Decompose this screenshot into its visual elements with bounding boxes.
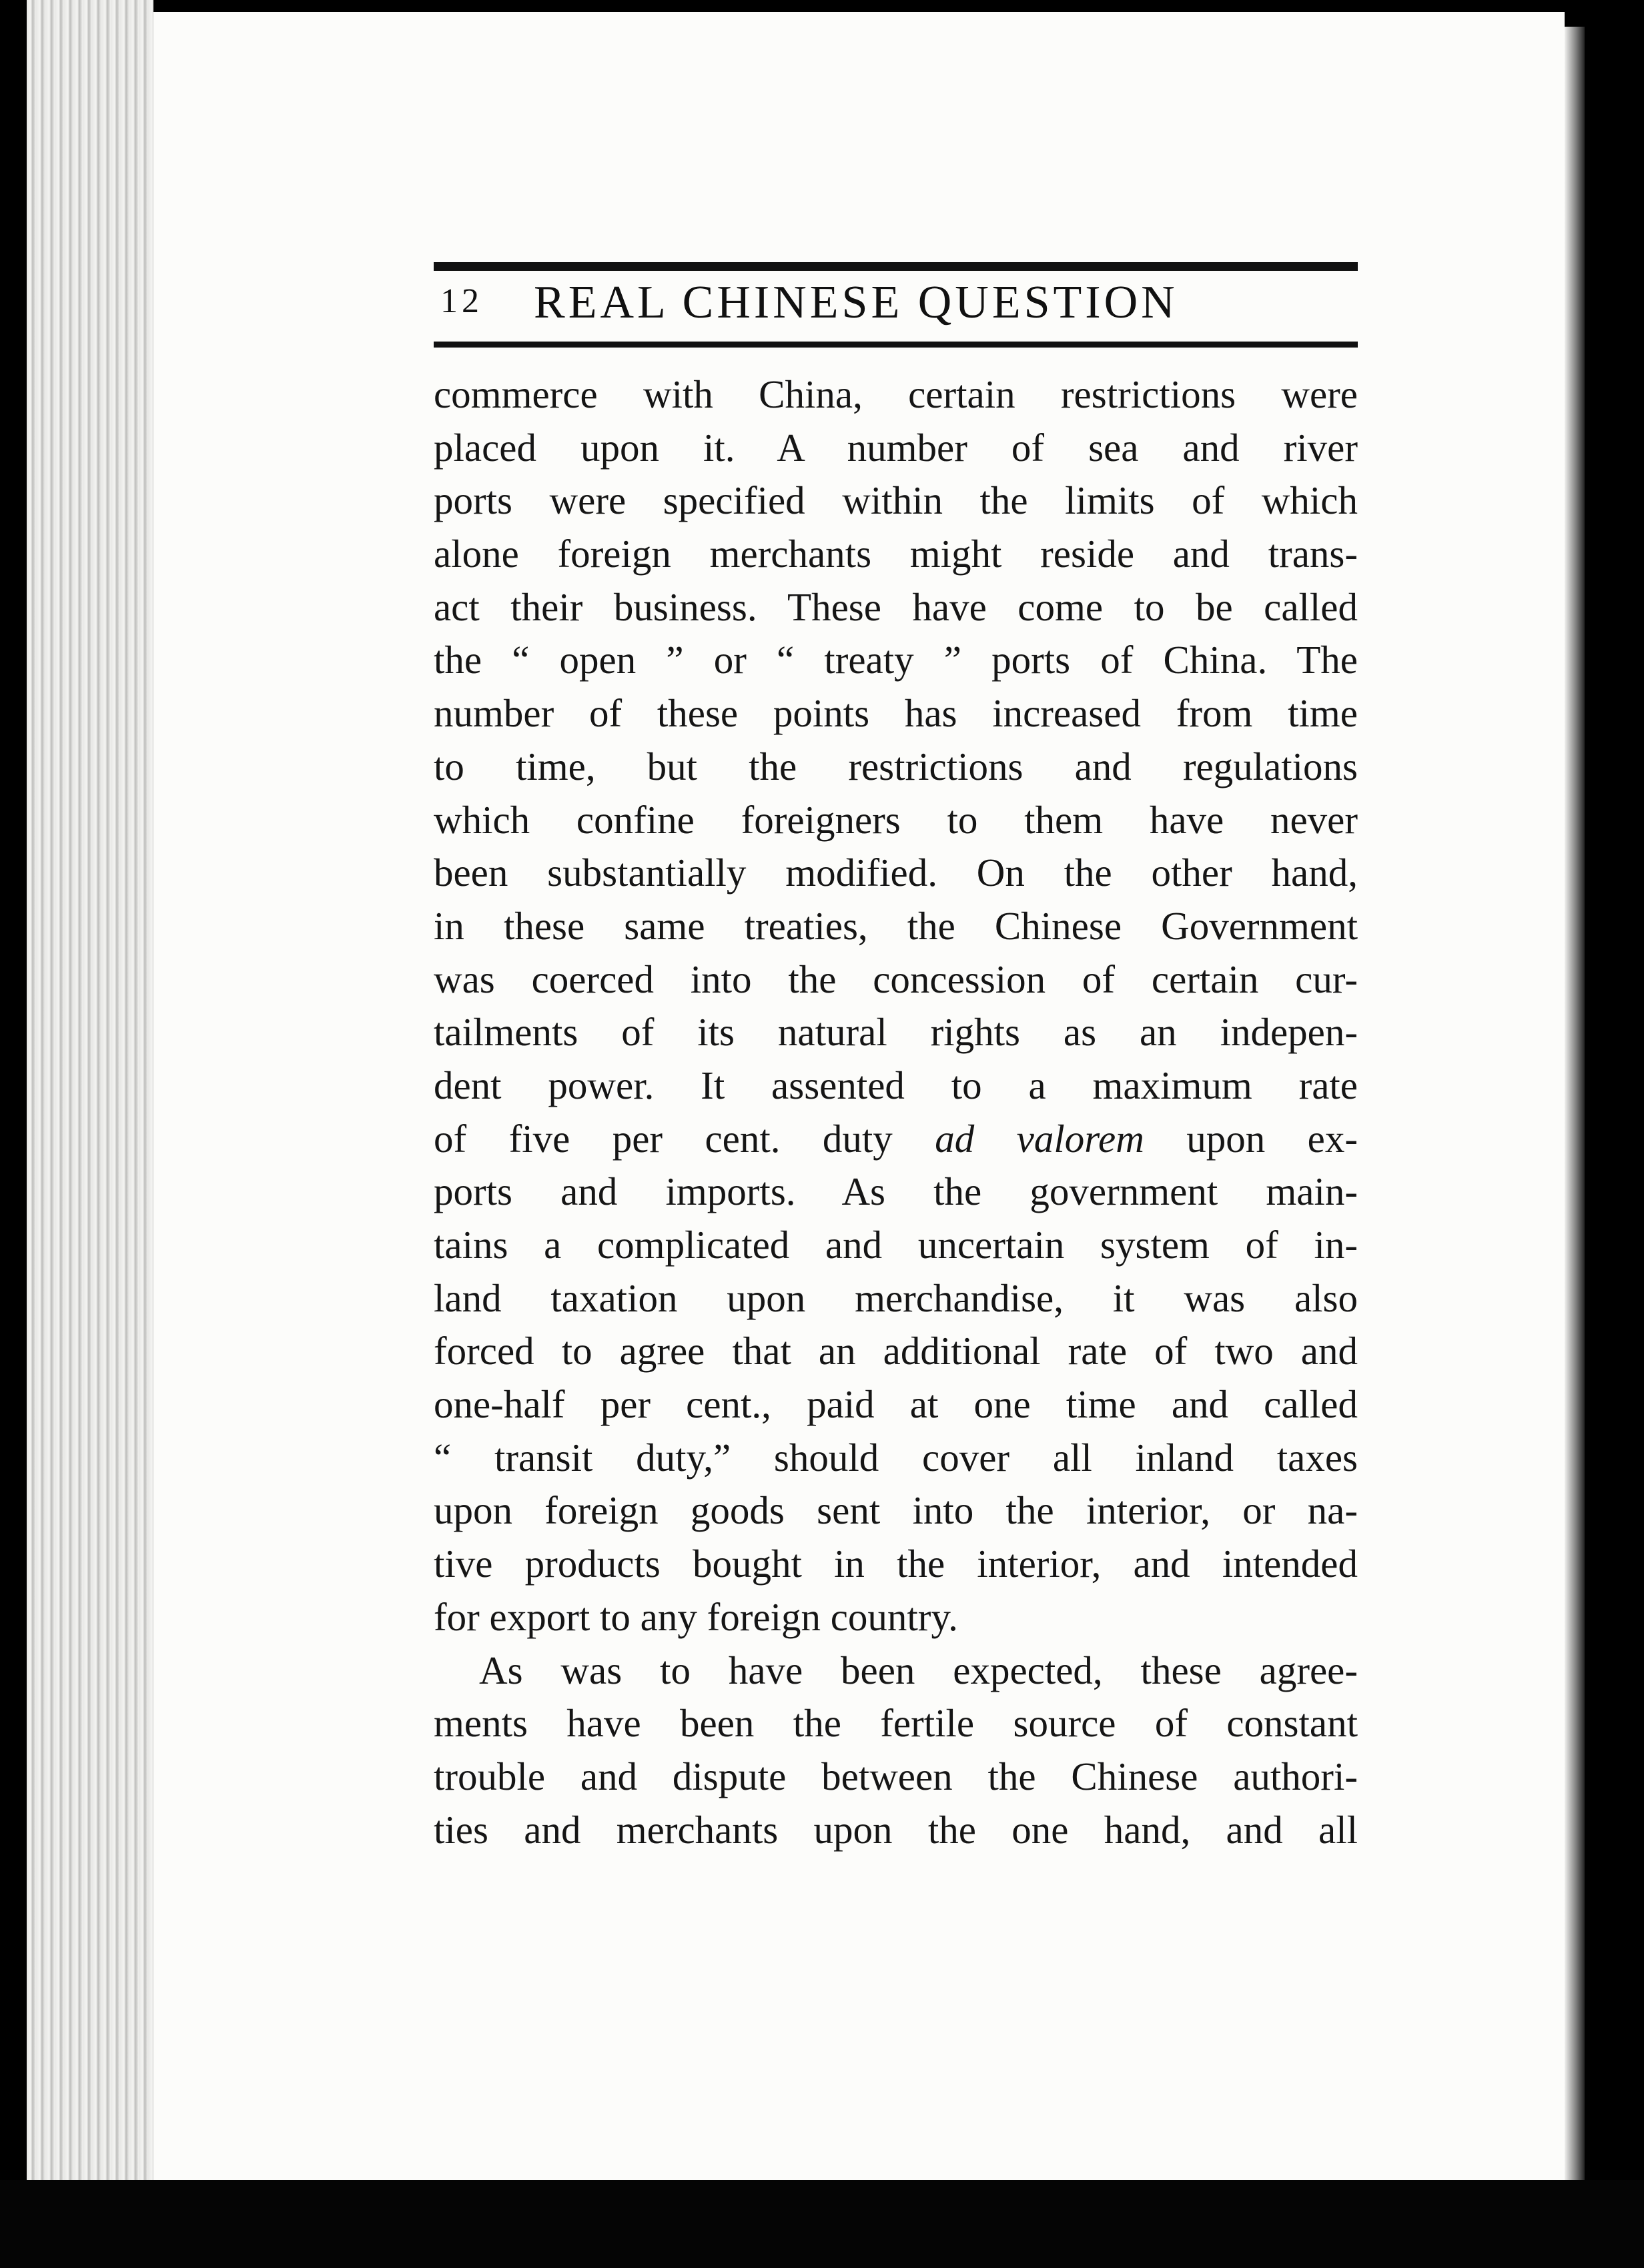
text-line: alone foreign merchants might reside and trans- bbox=[434, 532, 1358, 576]
text-line: the “ open ” or “ treaty ” ports of China. The bbox=[434, 638, 1358, 682]
text-line: number of these points has increased from time bbox=[434, 691, 1358, 736]
header-rule-top bbox=[434, 262, 1358, 271]
page-gutter-shadow bbox=[1565, 27, 1585, 2181]
body-text bbox=[434, 368, 1358, 1856]
page-edges bbox=[27, 0, 153, 2195]
text-line: to time, but the restrictions and regulations bbox=[434, 744, 1358, 788]
text-segment: upon ex- bbox=[1144, 1116, 1358, 1161]
text-line: upon foreign goods sent into the interior, or na- bbox=[434, 1488, 1358, 1533]
text-line: ties and merchants upon the one hand, and all bbox=[434, 1807, 1358, 1852]
text-line-paragraph-start: As was to have been expected, these agree- bbox=[479, 1648, 1358, 1692]
scan-bottom-border bbox=[0, 2180, 1644, 2268]
text-segment: of five per cent. duty bbox=[434, 1116, 935, 1161]
text-line: ports were specified within the limits of which bbox=[434, 478, 1358, 523]
text-line: in these same treaties, the Chinese Government bbox=[434, 903, 1358, 948]
text-line: one-half per cent., paid at one time and called bbox=[434, 1382, 1358, 1427]
text-line: tive products bought in the interior, and intended bbox=[434, 1542, 1358, 1586]
italic-phrase: ad valorem bbox=[935, 1116, 1144, 1161]
text-line-italic-phrase bbox=[434, 1113, 1358, 1166]
text-line: trouble and dispute between the Chinese authori- bbox=[434, 1754, 1358, 1798]
text-line: land taxation upon merchandise, it was also bbox=[434, 1275, 1358, 1320]
text-line: which confine foreigners to them have never bbox=[434, 797, 1358, 842]
text-line: act their business. These have come to be called bbox=[434, 584, 1358, 629]
text-line: commerce with China, certain restrictions were bbox=[434, 372, 1358, 416]
text-line: ments have been the fertile source of constant bbox=[434, 1701, 1358, 1746]
header-rule-bottom bbox=[434, 342, 1358, 348]
text-line: ports and imports. As the government main- bbox=[434, 1169, 1358, 1214]
text-line: been substantially modified. On the other hand, bbox=[434, 851, 1358, 895]
text-line: forced to agree that an additional rate of two and bbox=[434, 1329, 1358, 1373]
running-header bbox=[434, 273, 1358, 340]
text-line: tains a complicated and uncertain system of in- bbox=[434, 1223, 1358, 1267]
text-line: tailments of its natural rights as an indepen- bbox=[434, 1010, 1358, 1055]
text-line-paragraph-end: for export to any foreign country. bbox=[434, 1594, 958, 1639]
text-line: placed upon it. A number of sea and river bbox=[434, 425, 1358, 470]
text-line: dent power. It assented to a maximum rate bbox=[434, 1063, 1358, 1107]
running-title: REAL CHINESE QUESTION bbox=[534, 277, 1178, 328]
text-line: was coerced into the concession of certain cur- bbox=[434, 957, 1358, 1001]
text-line: “ transit duty,” should cover all inland taxes bbox=[434, 1435, 1358, 1480]
page-number: 12 bbox=[440, 282, 483, 320]
